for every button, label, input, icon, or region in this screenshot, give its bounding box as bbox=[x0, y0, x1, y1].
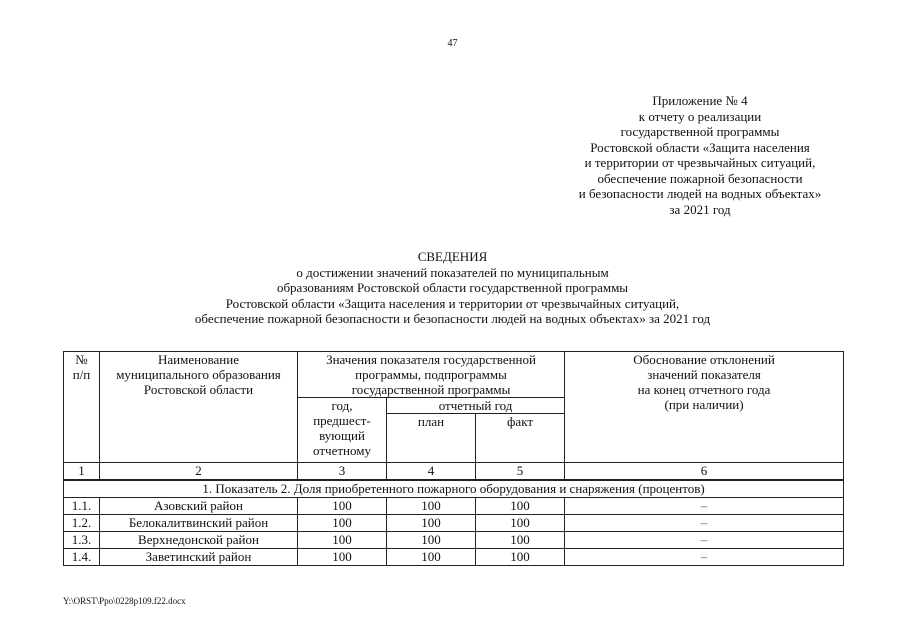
document-title bbox=[0, 249, 905, 327]
header-fact: факт bbox=[476, 414, 565, 463]
row-fact: 100 bbox=[476, 498, 565, 515]
row-name: Заветинский район bbox=[100, 549, 298, 566]
appendix-line: и территории от чрезвычайных ситуаций, bbox=[584, 155, 816, 170]
title-heading: СВЕДЕНИЯ bbox=[417, 249, 488, 264]
row-fact: 100 bbox=[476, 532, 565, 549]
header-prev-year: год, предшест- вующий отчетному bbox=[298, 398, 387, 463]
appendix-line: Ростовской области «Защита населения bbox=[590, 139, 810, 155]
appendix-line: Приложение № 4 bbox=[652, 93, 748, 108]
title-line: образованиям Ростовской области государственной программы bbox=[276, 280, 629, 295]
row-note: – bbox=[565, 532, 844, 549]
column-number-row bbox=[64, 463, 844, 481]
column-number: 5 bbox=[476, 463, 565, 481]
row-name: Белокалитвинский район bbox=[100, 515, 298, 532]
row-plan: 100 bbox=[387, 515, 476, 532]
title-line: обеспечение пожарной безопасности и безопасности людей на водных объектах» за 2021 год bbox=[194, 311, 711, 326]
row-note: – bbox=[565, 549, 844, 566]
row-fact: 100 bbox=[476, 515, 565, 532]
table-header-row bbox=[64, 352, 844, 398]
row-prev: 100 bbox=[298, 549, 387, 566]
table-row bbox=[64, 532, 844, 549]
appendix-line: за 2021 год bbox=[669, 201, 731, 217]
table-row bbox=[64, 549, 844, 566]
section-title: 1. Показатель 2. Доля приобретенного пожарного оборудования и снаряжения (процентов) bbox=[64, 480, 844, 498]
row-num: 1.1. bbox=[64, 498, 100, 515]
appendix-header bbox=[540, 93, 860, 217]
row-plan: 100 bbox=[387, 532, 476, 549]
header-name: Наименование муниципального образования Ростовской области bbox=[100, 352, 298, 463]
row-note: – bbox=[565, 515, 844, 532]
appendix-line: государственной программы bbox=[620, 124, 780, 139]
column-number: 2 bbox=[100, 463, 298, 481]
header-values: Значения показателя государственной программы, подпрограммы государственной программы bbox=[298, 352, 565, 398]
title-line: о достижении значений показателей по муниципальным bbox=[296, 264, 609, 280]
column-number: 3 bbox=[298, 463, 387, 481]
row-prev: 100 bbox=[298, 532, 387, 549]
indicators-table bbox=[63, 351, 844, 566]
column-number: 6 bbox=[565, 463, 844, 481]
column-number: 1 bbox=[64, 463, 100, 481]
table-row bbox=[64, 515, 844, 532]
row-fact: 100 bbox=[476, 549, 565, 566]
row-plan: 100 bbox=[387, 549, 476, 566]
title-line: Ростовской области «Защита населения и территории от чрезвычайных ситуаций, bbox=[225, 295, 680, 311]
header-justification: Обоснование отклонений значений показателя на конец отчетного года (при наличии) bbox=[565, 352, 844, 463]
header-report-year: отчетный год bbox=[387, 398, 565, 414]
row-plan: 100 bbox=[387, 498, 476, 515]
row-prev: 100 bbox=[298, 498, 387, 515]
row-num: 1.4. bbox=[64, 549, 100, 566]
row-prev: 100 bbox=[298, 515, 387, 532]
table-row bbox=[64, 498, 844, 515]
header-num: № п/п bbox=[64, 352, 100, 463]
row-name: Азовский район bbox=[100, 498, 298, 515]
page-number: 47 bbox=[447, 38, 458, 49]
appendix-line: и безопасности людей на водных объектах» bbox=[578, 186, 822, 201]
column-number: 4 bbox=[387, 463, 476, 481]
appendix-line: к отчету о реализации bbox=[638, 108, 762, 124]
row-num: 1.2. bbox=[64, 515, 100, 532]
row-name: Верхнедонской район bbox=[100, 532, 298, 549]
section-row bbox=[64, 480, 844, 498]
row-note: – bbox=[565, 498, 844, 515]
file-path-footer: Y:\ORST\Ppo\0228p109.f22.docx bbox=[63, 596, 186, 606]
row-num: 1.3. bbox=[64, 532, 100, 549]
appendix-line: обеспечение пожарной безопасности bbox=[597, 170, 803, 186]
header-plan: план bbox=[387, 414, 476, 463]
